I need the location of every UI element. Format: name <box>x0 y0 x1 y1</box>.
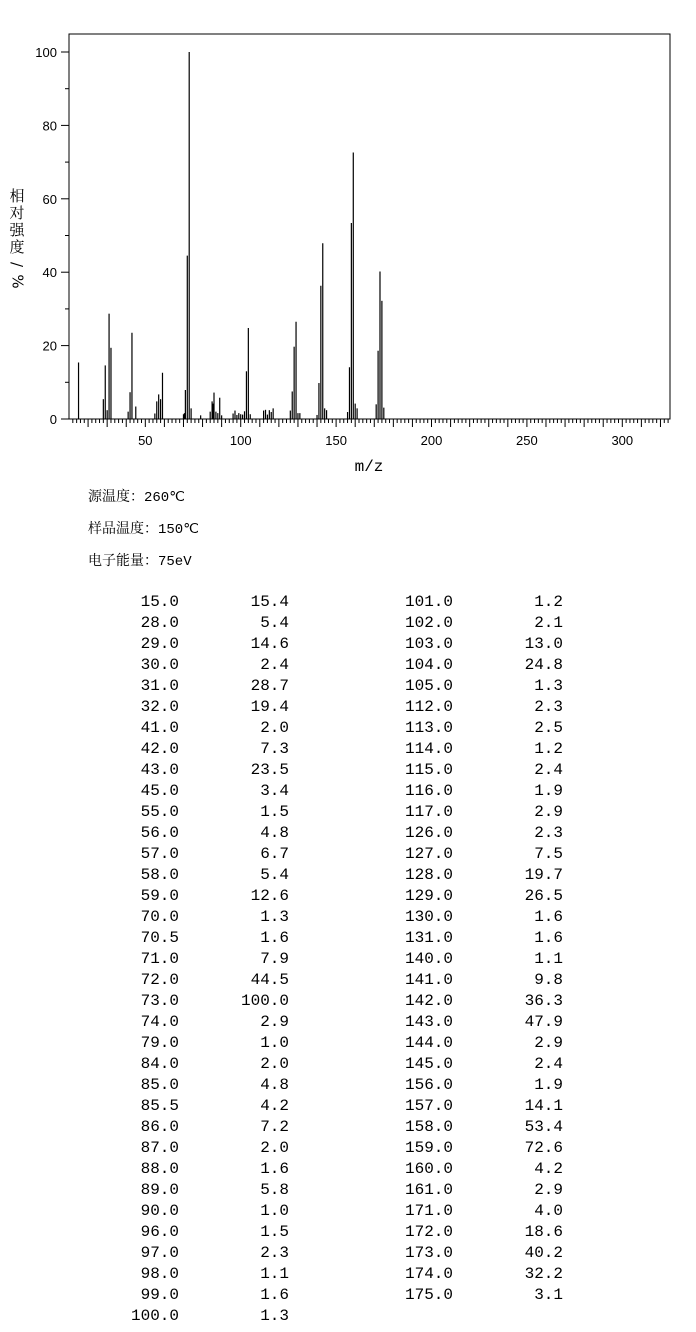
intensity-value: 2.3 <box>260 1244 289 1262</box>
intensity-value: 12.6 <box>250 887 289 905</box>
table-row <box>0 823 696 844</box>
x-tick-label: 300 <box>611 433 634 448</box>
table-row <box>0 613 696 634</box>
mz-value: 131.0 <box>404 929 453 947</box>
intensity-value: 1.3 <box>260 1307 289 1325</box>
y-axis-label-char: 度 <box>9 238 25 256</box>
mz-value: 128.0 <box>404 866 453 884</box>
table-row <box>0 865 696 886</box>
table-row <box>0 760 696 781</box>
table-row <box>0 1117 696 1138</box>
mz-value: 113.0 <box>404 719 453 737</box>
x-tick-label: 200 <box>420 433 443 448</box>
intensity-value: 2.4 <box>260 656 289 674</box>
mz-value: 74.0 <box>140 1013 179 1031</box>
mz-value: 144.0 <box>404 1034 453 1052</box>
intensity-value: 4.8 <box>260 1076 289 1094</box>
x-tick-label: 50 <box>138 433 153 448</box>
mz-value: 117.0 <box>404 803 453 821</box>
mz-value: 145.0 <box>404 1055 453 1073</box>
mz-value: 161.0 <box>404 1181 453 1199</box>
table-row <box>0 1075 696 1096</box>
mz-value: 97.0 <box>140 1244 179 1262</box>
intensity-value: 18.6 <box>524 1223 563 1241</box>
mz-value: 172.0 <box>404 1223 453 1241</box>
table-row <box>0 1138 696 1159</box>
intensity-value: 100.0 <box>240 992 289 1010</box>
y-axis-label-char: % <box>8 274 27 289</box>
mz-value: 174.0 <box>404 1265 453 1283</box>
intensity-value: 44.5 <box>250 971 289 989</box>
mz-value: 103.0 <box>404 635 453 653</box>
table-row <box>0 1012 696 1033</box>
y-axis-label-char: / <box>8 261 27 268</box>
intensity-value: 4.0 <box>534 1202 563 1220</box>
table-row <box>0 949 696 970</box>
mz-value: 57.0 <box>140 845 179 863</box>
mz-value: 84.0 <box>140 1055 179 1073</box>
table-row <box>0 928 696 949</box>
peak-table-column <box>0 592 696 1306</box>
intensity-value: 2.4 <box>534 1055 563 1073</box>
intensity-value: 1.5 <box>260 803 289 821</box>
intensity-value: 7.9 <box>260 950 289 968</box>
mz-value: 101.0 <box>404 593 453 611</box>
y-axis-label-char: 强 <box>9 221 25 239</box>
table-row <box>0 991 696 1012</box>
condition-label: 源温度： <box>88 489 144 505</box>
intensity-value: 2.9 <box>260 1013 289 1031</box>
mz-value: 112.0 <box>404 698 453 716</box>
intensity-value: 24.8 <box>524 656 563 674</box>
x-tick-label: 150 <box>325 433 347 448</box>
intensity-value: 5.4 <box>260 866 289 884</box>
table-row <box>0 1159 696 1180</box>
mz-value: 175.0 <box>404 1286 453 1304</box>
mz-value: 156.0 <box>404 1076 453 1094</box>
mz-value: 45.0 <box>140 782 179 800</box>
condition-value: 75eV <box>158 554 192 570</box>
table-row <box>0 1096 696 1117</box>
mz-value: 73.0 <box>140 992 179 1010</box>
mz-value: 141.0 <box>404 971 453 989</box>
mz-value: 100.0 <box>130 1307 179 1325</box>
mz-value: 89.0 <box>140 1181 179 1199</box>
mz-value: 86.0 <box>140 1118 179 1136</box>
intensity-value: 7.3 <box>260 740 289 758</box>
mz-value: 159.0 <box>404 1139 453 1157</box>
table-row <box>0 676 696 697</box>
intensity-value: 13.0 <box>524 635 563 653</box>
mz-value: 115.0 <box>404 761 453 779</box>
condition-value: 260℃ <box>144 490 185 506</box>
mz-value: 59.0 <box>140 887 179 905</box>
intensity-value: 1.5 <box>260 1223 289 1241</box>
table-row <box>0 697 696 718</box>
condition-label: 样品温度： <box>88 521 158 537</box>
intensity-value: 2.5 <box>534 719 563 737</box>
intensity-value: 2.3 <box>534 824 563 842</box>
mz-value: 157.0 <box>404 1097 453 1115</box>
intensity-value: 1.2 <box>534 593 563 611</box>
table-row <box>0 1285 696 1306</box>
table-row <box>0 1054 696 1075</box>
mz-value: 88.0 <box>140 1160 179 1178</box>
mz-value: 70.0 <box>140 908 179 926</box>
intensity-value: 5.8 <box>260 1181 289 1199</box>
table-row <box>0 1033 696 1054</box>
mz-value: 71.0 <box>140 950 179 968</box>
mz-value: 32.0 <box>140 698 179 716</box>
intensity-value: 23.5 <box>250 761 289 779</box>
mz-value: 105.0 <box>404 677 453 695</box>
mz-value: 158.0 <box>404 1118 453 1136</box>
intensity-value: 3.1 <box>534 1286 563 1304</box>
mz-value: 90.0 <box>140 1202 179 1220</box>
table-row <box>0 907 696 928</box>
intensity-value: 3.4 <box>260 782 289 800</box>
intensity-value: 19.4 <box>250 698 289 716</box>
intensity-value: 1.2 <box>534 740 563 758</box>
intensity-value: 4.2 <box>260 1097 289 1115</box>
intensity-value: 1.6 <box>534 929 563 947</box>
intensity-value: 2.0 <box>260 1139 289 1157</box>
table-row <box>0 802 696 823</box>
x-tick-label: 250 <box>516 433 538 448</box>
intensity-value: 1.9 <box>534 1076 563 1094</box>
mass-spectrum-chart <box>0 0 696 480</box>
mz-value: 129.0 <box>404 887 453 905</box>
y-tick-label: 100 <box>35 45 57 60</box>
mz-value: 28.0 <box>140 614 179 632</box>
y-axis-label-text <box>6 188 28 290</box>
mz-value: 72.0 <box>140 971 179 989</box>
table-row <box>0 1201 696 1222</box>
y-tick-label: 60 <box>42 191 57 207</box>
mz-value: 173.0 <box>404 1244 453 1262</box>
intensity-value: 2.9 <box>534 1181 563 1199</box>
intensity-value: 14.1 <box>524 1097 563 1115</box>
intensity-value: 1.9 <box>534 782 563 800</box>
x-axis-label: m/z <box>354 458 384 476</box>
intensity-value: 28.7 <box>250 677 289 695</box>
table-row <box>0 844 696 865</box>
intensity-value: 2.0 <box>260 1055 289 1073</box>
intensity-value: 1.1 <box>260 1265 289 1283</box>
mz-value: 42.0 <box>140 740 179 758</box>
table-row <box>0 655 696 676</box>
intensity-value: 4.2 <box>534 1160 563 1178</box>
table-row <box>0 718 696 739</box>
mz-value: 29.0 <box>140 635 179 653</box>
table-row <box>0 781 696 802</box>
mz-value: 114.0 <box>404 740 453 758</box>
table-row <box>0 739 696 760</box>
y-axis-label-char: 对 <box>9 204 25 222</box>
intensity-value: 72.6 <box>524 1139 563 1157</box>
table-row <box>0 1243 696 1264</box>
intensity-value: 47.9 <box>524 1013 563 1031</box>
intensity-value: 6.7 <box>260 845 289 863</box>
mz-value: 160.0 <box>404 1160 453 1178</box>
intensity-value: 2.1 <box>534 614 563 632</box>
intensity-value: 1.3 <box>260 908 289 926</box>
y-tick-label: 20 <box>42 338 57 354</box>
mz-value: 58.0 <box>140 866 179 884</box>
mz-value: 15.0 <box>140 593 179 611</box>
mz-value: 143.0 <box>404 1013 453 1031</box>
mz-value: 87.0 <box>140 1139 179 1157</box>
table-row <box>0 970 696 991</box>
mz-value: 43.0 <box>140 761 179 779</box>
intensity-value: 26.5 <box>524 887 563 905</box>
condition-line <box>88 550 192 570</box>
y-axis-label <box>6 188 28 290</box>
intensity-value: 1.6 <box>260 1286 289 1304</box>
intensity-value: 1.1 <box>534 950 563 968</box>
intensity-value: 15.4 <box>250 593 289 611</box>
intensity-value: 2.9 <box>534 803 563 821</box>
y-tick-label: 80 <box>42 118 57 134</box>
mz-value: 96.0 <box>140 1223 179 1241</box>
mz-value: 140.0 <box>404 950 453 968</box>
intensity-value: 5.4 <box>260 614 289 632</box>
table-row <box>0 634 696 655</box>
plot-frame <box>69 34 670 419</box>
mz-value: 30.0 <box>140 656 179 674</box>
intensity-value: 1.6 <box>534 908 563 926</box>
intensity-value: 1.0 <box>260 1202 289 1220</box>
intensity-value: 19.7 <box>524 866 563 884</box>
mz-value: 171.0 <box>404 1202 453 1220</box>
intensity-value: 7.5 <box>534 845 563 863</box>
spectrum-peaks <box>79 52 384 419</box>
condition-line <box>88 518 199 538</box>
intensity-value: 36.3 <box>524 992 563 1010</box>
intensity-value: 2.3 <box>534 698 563 716</box>
intensity-value: 14.6 <box>250 635 289 653</box>
mz-value: 142.0 <box>404 992 453 1010</box>
mz-value: 70.5 <box>140 929 179 947</box>
mz-value: 99.0 <box>140 1286 179 1304</box>
y-axis-label-char: 相 <box>9 187 25 205</box>
intensity-value: 1.3 <box>534 677 563 695</box>
mz-value: 85.5 <box>140 1097 179 1115</box>
intensity-value: 4.8 <box>260 824 289 842</box>
mz-value: 85.0 <box>140 1076 179 1094</box>
intensity-value: 2.0 <box>260 719 289 737</box>
table-row <box>0 1306 696 1327</box>
intensity-value: 32.2 <box>524 1265 563 1283</box>
condition-value: 150℃ <box>158 522 199 538</box>
intensity-value: 1.6 <box>260 1160 289 1178</box>
y-tick-label: 0 <box>49 412 57 427</box>
intensity-value: 7.2 <box>260 1118 289 1136</box>
mz-value: 79.0 <box>140 1034 179 1052</box>
table-row <box>0 1180 696 1201</box>
mz-value: 127.0 <box>404 845 453 863</box>
table-row <box>0 1264 696 1285</box>
mz-value: 55.0 <box>140 803 179 821</box>
intensity-value: 1.6 <box>260 929 289 947</box>
intensity-value: 40.2 <box>524 1244 563 1262</box>
mz-value: 126.0 <box>404 824 453 842</box>
intensity-value: 9.8 <box>534 971 563 989</box>
condition-line <box>88 486 185 506</box>
mz-value: 41.0 <box>140 719 179 737</box>
intensity-value: 53.4 <box>524 1118 563 1136</box>
mz-value: 98.0 <box>140 1265 179 1283</box>
mz-value: 56.0 <box>140 824 179 842</box>
y-tick-label: 40 <box>42 265 57 281</box>
mz-value: 116.0 <box>404 782 453 800</box>
table-row <box>0 886 696 907</box>
intensity-value: 2.9 <box>534 1034 563 1052</box>
intensity-value: 1.0 <box>260 1034 289 1052</box>
table-row <box>0 1222 696 1243</box>
mz-value: 104.0 <box>404 656 453 674</box>
intensity-value: 2.4 <box>534 761 563 779</box>
mz-value: 102.0 <box>404 614 453 632</box>
mz-value: 31.0 <box>140 677 179 695</box>
mz-value: 130.0 <box>404 908 453 926</box>
x-tick-label: 100 <box>229 433 252 448</box>
condition-label: 电子能量： <box>88 553 158 569</box>
table-row <box>0 592 696 613</box>
